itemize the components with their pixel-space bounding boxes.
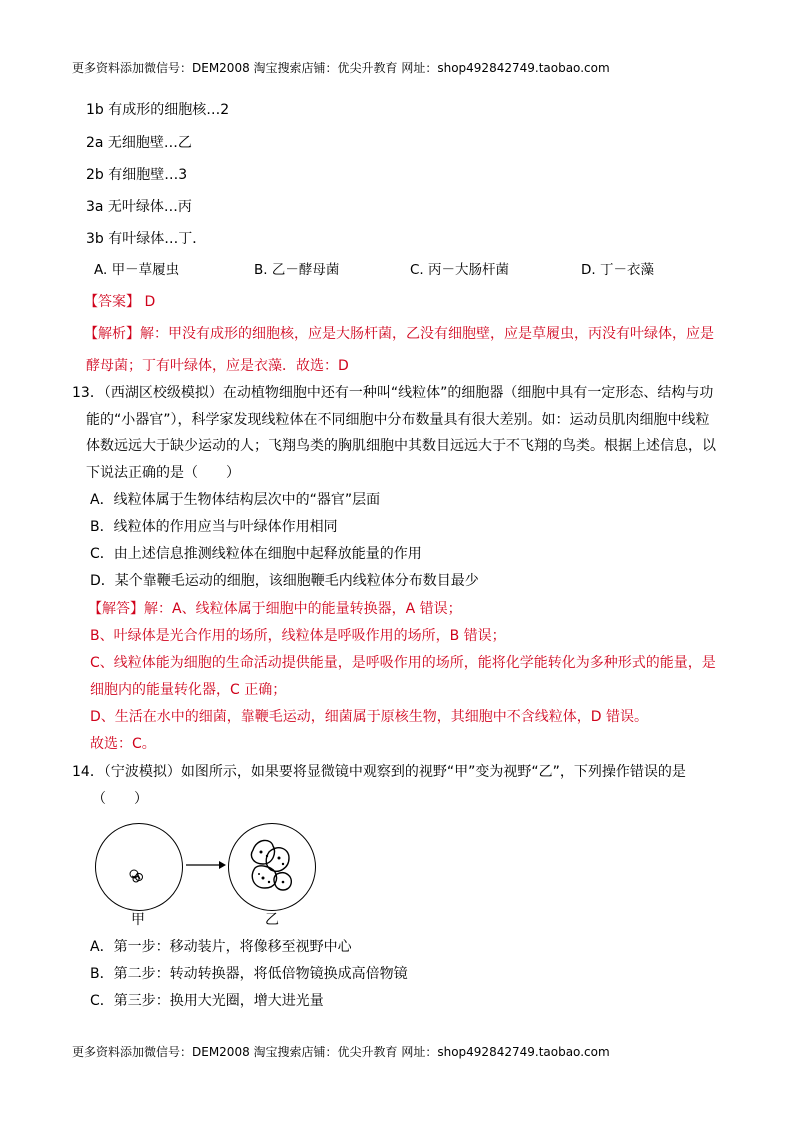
- q14-stem-line-1: 14．（宁波模拟）如图所示，如果要将显微镜中观察到的视野“甲”变为视野“乙”，下列操作错误的是: [72, 764, 686, 780]
- key-line-1b: 1b 有成形的细胞核…2: [86, 102, 230, 118]
- q12-analysis-label: 【解析】: [84, 326, 140, 342]
- field-of-view-yi: [228, 823, 316, 911]
- q12-analysis-text-1: 解：甲没有成形的细胞核，应是大肠杆菌，乙没有细胞壁，应是草履虫，丙没有叶绿体，应是: [140, 326, 714, 342]
- q12-analysis-line-1: [84, 324, 714, 344]
- q13-stem-line-4: 下说法正确的是（ ）: [86, 465, 240, 481]
- q13-answer-text-1: 解：A、线粒体属于细胞中的能量转换器，A 错误；: [144, 601, 462, 617]
- q12-answer-value: D: [140, 294, 156, 310]
- q13-answer-line-6: 故选：C。: [90, 736, 156, 752]
- q13-stem-line-3: 体数远远大于缺少运动的人；飞翔鸟类的胸肌细胞中其数目远远大于不飞翔的鸟类。根据上述信息，以: [86, 438, 716, 454]
- q13-option-a: A．线粒体属于生物体结构层次中的“器官”层面: [90, 492, 381, 508]
- q12-analysis-line-2: 酵母菌；丁有叶绿体，应是衣藻．故选：D: [86, 358, 349, 374]
- q12-option-d: D. 丁－衣藻: [581, 262, 654, 278]
- q12-answer: [84, 292, 155, 312]
- q12-option-b: B. 乙－酵母菌: [254, 262, 340, 278]
- field-of-view-jia: [95, 823, 183, 911]
- q13-stem-line-2: 能的“小器官”），科学家发现线粒体在不同细胞中分布数量具有很大差别。如：运动员肌肉细胞中线粒: [86, 412, 710, 428]
- q12-option-c: C. 丙－大肠杆菌: [410, 262, 510, 278]
- arrow-right-icon: [186, 859, 226, 871]
- q14-option-a: A．第一步：移动装片，将像移至视野中心: [90, 939, 352, 955]
- key-line-2b: 2b 有细胞壁…3: [86, 167, 188, 183]
- label-yi: 乙: [265, 912, 279, 928]
- key-line-2a: 2a 无细胞壁…乙: [86, 135, 192, 151]
- q13-option-c: C．由上述信息推测线粒体在细胞中起释放能量的作用: [90, 546, 422, 562]
- q13-answer-line-4: 细胞内的能量转化器，C 正确；: [90, 682, 287, 698]
- page-footer: 更多资料添加微信号：DEM2008 淘宝搜索店铺：优尖升教育 网址：shop492842749.taobao.com: [72, 1045, 610, 1059]
- q12-answer-label: 【答案】: [84, 294, 140, 310]
- q14-stem-line-2: （ ）: [92, 791, 148, 807]
- q13-answer-line-1: [88, 599, 462, 619]
- key-line-3a: 3a 无叶绿体…丙: [86, 199, 192, 215]
- q13-stem-line-1: 13．（西湖区校级模拟）在动植物细胞中还有一种叫“线粒体”的细胞器（细胞中具有一定形态、结构与功: [72, 385, 714, 401]
- large-cell-cluster-icon: [229, 824, 315, 910]
- q13-answer-line-5: D、生活在水中的细菌，靠鞭毛运动，细菌属于原核生物，其细胞中不含线粒体，D 错误。: [90, 709, 649, 725]
- q13-answer-line-2: B、叶绿体是光合作用的场所，线粒体是呼吸作用的场所，B 错误；: [90, 628, 506, 644]
- key-line-3b: 3b 有叶绿体…丁．: [86, 231, 207, 247]
- q13-answer-line-3: C、线粒体能为细胞的生命活动提供能量，是呼吸作用的场所，能将化学能转化为多种形式的能量，是: [90, 655, 716, 671]
- page-header: 更多资料添加微信号：DEM2008 淘宝搜索店铺：优尖升教育 网址：shop492842749.taobao.com: [72, 61, 610, 75]
- label-jia: 甲: [131, 912, 145, 928]
- small-cell-cluster-icon: [96, 824, 182, 910]
- q14-option-c: C．第三步：换用大光圈，增大进光量: [90, 993, 324, 1009]
- q13-option-d: D．某个靠鞭毛运动的细胞，该细胞鞭毛内线粒体分布数目最少: [90, 573, 479, 589]
- q14-option-b: B．第二步：转动转换器，将低倍物镜换成高倍物镜: [90, 966, 408, 982]
- q13-option-b: B．线粒体的作用应当与叶绿体作用相同: [90, 519, 338, 535]
- q13-answer-label: 【解答】: [88, 601, 144, 617]
- q12-option-a: A. 甲－草履虫: [94, 262, 180, 278]
